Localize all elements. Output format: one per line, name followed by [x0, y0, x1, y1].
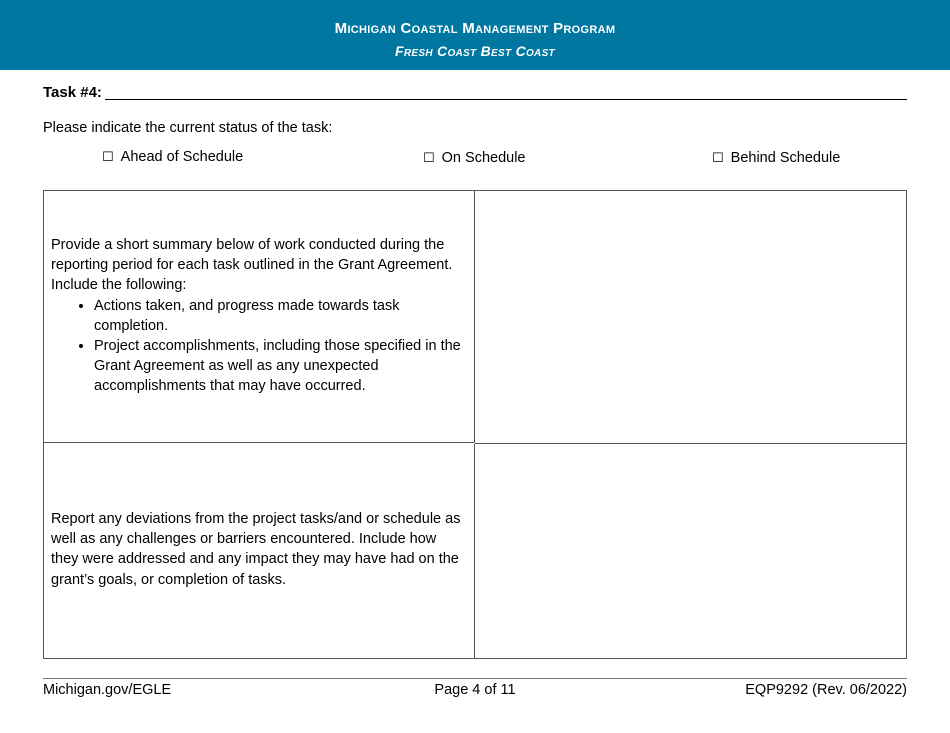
- footer-divider: [43, 678, 907, 679]
- status-option-label: Behind Schedule: [730, 150, 841, 166]
- deviations-instructions: Report any deviations from the project tasks/and or schedule as well as any challenges or barriers encountered. Include how they were addressed and any impact they may have had on the grant’s goals, or completion of tasks.: [51, 511, 461, 588]
- checkbox-icon[interactable]: ☐: [712, 151, 724, 166]
- status-prompt: Please indicate the current status of the task:: [43, 120, 333, 136]
- footer-website: Michigan.gov/EGLE: [43, 682, 172, 698]
- summary-intro: Provide a short summary below of work conducted during the reporting period for each task outlined in the Grant Agreement. Include the following:: [51, 237, 453, 294]
- summary-response-cell[interactable]: [475, 191, 906, 444]
- task-label: Task #4:: [43, 84, 102, 101]
- status-option-on[interactable]: [423, 150, 526, 166]
- status-option-label: Ahead of Schedule: [120, 149, 244, 165]
- checkbox-icon[interactable]: ☐: [423, 151, 435, 166]
- report-table: [43, 190, 907, 659]
- program-tagline: Fresh Coast Best Coast: [395, 43, 555, 59]
- status-option-label: On Schedule: [441, 150, 526, 166]
- task-input-line[interactable]: [105, 99, 907, 100]
- footer-page-number: Page 4 of 11: [434, 682, 516, 698]
- task-field: [43, 84, 907, 102]
- status-option-ahead[interactable]: [102, 149, 243, 165]
- checkbox-icon[interactable]: ☐: [102, 150, 114, 165]
- footer-form-id: EQP9292 (Rev. 06/2022): [745, 682, 907, 698]
- status-option-behind[interactable]: [712, 150, 840, 166]
- header-banner: [0, 0, 950, 70]
- summary-bullet: • Project accomplishments, including those specified in the Grant Agreement as well as any unexpected accomplishments that may have occurred.: [94, 336, 466, 397]
- summary-instructions: [51, 235, 466, 397]
- summary-instructions-cell: [44, 191, 475, 443]
- program-title: Michigan Coastal Management Program: [334, 20, 616, 37]
- summary-bullets: [51, 296, 466, 397]
- deviations-response-cell[interactable]: [475, 444, 906, 658]
- summary-bullet: • Actions taken, and progress made towards task completion.: [94, 296, 466, 336]
- deviations-instructions-cell: [44, 444, 475, 658]
